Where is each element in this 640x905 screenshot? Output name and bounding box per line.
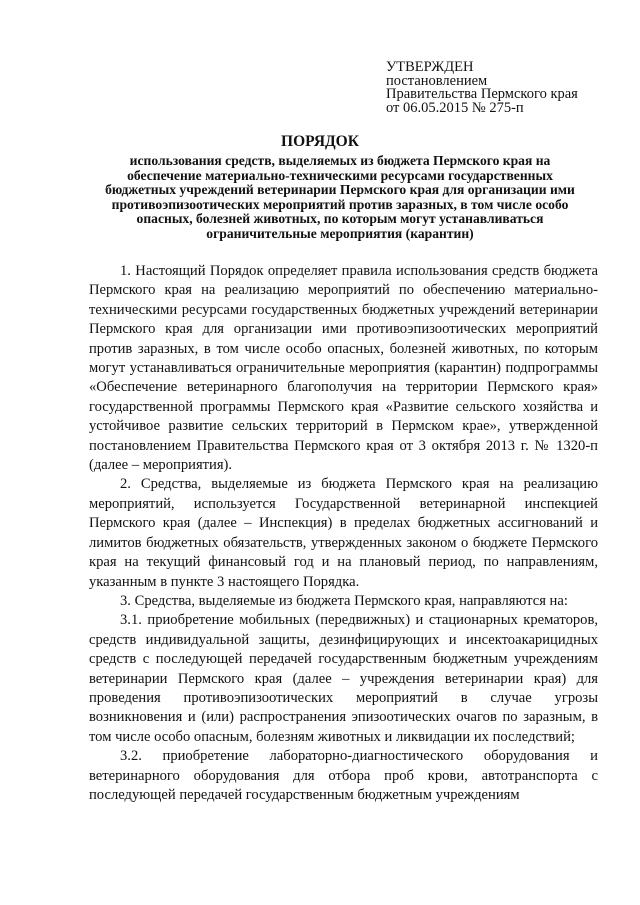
approval-heading: УТВЕРЖДЕН <box>386 59 474 75</box>
document-title: ПОРЯДОК <box>281 133 359 150</box>
paragraph-2: 2. Средства, выделяемые из бюджета Пермского края на реализацию мероприятий, используется Государственной ветеринарной инспекцией Пермского края (далее – Инспекция) в пределах бюджетных ассигнований и лимитов бюджетных обязательств, утвержденных законом о бюджете Пермского края на текущий финансовый год и на плановый период, по направлениям, указанным в пункте 3 настоящего Порядка. <box>89 476 598 590</box>
document-body <box>89 262 598 805</box>
paragraph-1: 1. Настоящий Порядок определяет правила использования средств бюджета Пермского края на реализацию мероприятий по обеспечению материально-техническими ресурсами государственных бюджетных учреждений ветеринарии Пермского края для организации ими противоэпизоотических мероприятий против заразных, в том числе особо опасных, болезней животных, по которым могут устанавливаться ограничительные мероприятия (карантин) подпрограммы «Обеспечение ветеринарного благополучия на территории Пермского края» государственной программы Пермского края «Развитие сельского хозяйства и устойчивое развитие сельских территорий в Пермском крае», утвержденной постановлением Правительства Пермского края от 3 октября 2013 г. № 1320-п (далее – мероприятия). <box>89 263 598 474</box>
approval-authority: Правительства Пермского края <box>386 86 578 102</box>
paragraph-3-1: 3.1. приобретение мобильных (передвижных) и стационарных крематоров, средств индивидуальной защиты, дезинфицирующих и инсектоакарицидных средств с последующей передачей государственным бюджетным учреждениям ветеринарии Пермского края (далее – учреждения ветеринарии края) для проведения противоэпизоотических мероприятий в случае угрозы возникновения и (или) распространения эпизоотических очагов по заразным, в том числе особо опасным, болезням животных и ликвидации их последствий; <box>89 612 598 745</box>
approval-stamp <box>386 61 578 115</box>
paragraph-3: 3. Средства, выделяемые из бюджета Пермского края, направляются на: <box>120 592 568 609</box>
approval-date-number: от 06.05.2015 № 275-п <box>386 99 524 116</box>
approval-resolution: постановлением <box>386 72 488 89</box>
paragraph-3-2: 3.2. приобретение лабораторно-диагностического оборудования и ветеринарного оборудования для отбора проб крови, автотранспорта с последующей передачей государственным бюджетным учреждениям <box>89 748 598 803</box>
document-subtitle: использования средств, выделяемых из бюджета Пермского края на обеспечение материально-техническими ресурсами государственных бюджетных учреждений ветеринарии Пермского края для организации ими противоэпизоотических мероприятий против заразных, в том числе особо опасных, болезней животных, по которым могут устанавливаться ограничительные мероприятия (карантин) <box>105 153 575 241</box>
